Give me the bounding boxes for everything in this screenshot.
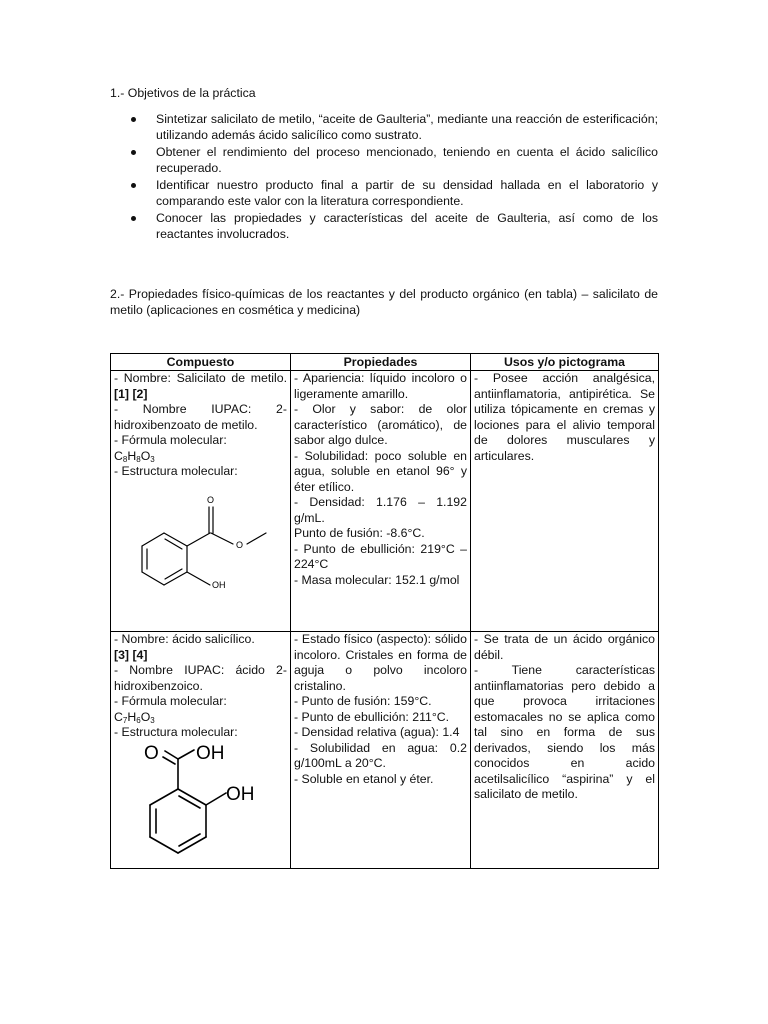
column-header-compuesto: Compuesto: [111, 354, 291, 371]
property-item: - Masa molecular: 152.1 g/mol: [294, 572, 460, 587]
compound-name: - Nombre: Salicilato de metilo. [1] [2]: [114, 371, 287, 401]
column-header-propiedades: Propiedades: [291, 354, 471, 371]
property-item: - Punto de fusión: 159°C.: [294, 694, 432, 708]
properties-table: [110, 353, 659, 869]
carboxyl-oxygen-label: O: [144, 742, 159, 764]
salicylic-acid-structure: [114, 743, 284, 861]
compound-name: - Nombre: ácido salicílico.: [114, 632, 255, 646]
structure-label: - Estructura molecular:: [114, 464, 238, 478]
objective-item: [110, 111, 658, 143]
column-header-usos: Usos y/o pictograma: [471, 354, 659, 371]
section-2-title: 2.- Propiedades físico-químicas de los reactantes y del producto orgánico (en tabla) – salicilato de metilo (aplicaciones en cosmética y medicina): [110, 287, 658, 317]
iupac-name: - Nombre IUPAC: ácido 2-hidroxibenzoico.: [114, 663, 287, 693]
bullet-icon: [131, 117, 136, 122]
objectives-list: [110, 111, 658, 243]
property-item: - Apariencia: líquido incoloro o ligeramente amarillo.: [294, 371, 467, 401]
property-item: - Soluble en etanol y éter.: [294, 771, 434, 786]
property-item: - Olor y sabor: de olor característico (aromático), de sabor algo dulce.: [294, 402, 467, 447]
objective-text: Sintetizar salicilato de metilo, “aceite de Gaulteria”, mediante una reacción de esterificación; utilizando además ácido salicílico como sustrato.: [156, 112, 658, 142]
hydroxyl-label: OH: [226, 783, 255, 805]
objective-item: [110, 144, 658, 176]
molecular-formula: $C_8H_8O_3$: [114, 448, 155, 464]
objective-text: Obtener el rendimiento del proceso mencionado, teniendo en cuenta el ácido salicílico recuperado.: [156, 145, 658, 175]
property-item: - Estado físico (aspecto): sólido incoloro. Cristales en forma de aguja o polvo incoloro cristalino.: [294, 632, 467, 693]
bullet-icon: [131, 183, 136, 188]
methyl-salicylate-structure: [114, 486, 284, 590]
objective-item: [110, 210, 658, 242]
uses-cell: - Posee acción analgésica, antiinflamatoria, antipirética. Se utiliza tópicamente en cremas y lociones para el alivio temporal de dolores musculares y articulares.: [471, 371, 659, 632]
bullet-icon: [131, 216, 136, 221]
carbonyl-oxygen-label: O: [207, 494, 215, 505]
bullet-icon: [131, 150, 136, 155]
objective-item: [110, 177, 658, 209]
section-1-title: 1.- Objetivos de la práctica: [110, 86, 256, 100]
formula-label: - Fórmula molecular:: [114, 694, 227, 708]
ester-oxygen-label: O: [236, 539, 244, 550]
property-item: - Solubilidad en agua: 0.2 g/100mL a 20°C.: [294, 740, 467, 770]
compound-cell: [111, 632, 291, 869]
carboxyl-oh-label: OH: [196, 742, 225, 764]
molecular-formula: $C_7H_6O_3$: [114, 709, 155, 725]
table-header-row: [111, 354, 659, 371]
property-item: - Punto de ebullición: 211°C.: [294, 709, 450, 724]
property-item: Punto de fusión: -8.6°C.: [294, 526, 425, 540]
property-item: - Densidad: 1.176 – 1.192 g/mL.: [294, 495, 467, 525]
objective-text: Identificar nuestro producto final a partir de su densidad hallada en el laboratorio y comparando este valor con la literatura correspondiente.: [156, 178, 658, 208]
property-item: - Solubilidad: poco soluble en agua, soluble en etanol 96° y éter etílico.: [294, 448, 467, 494]
table-row-salicilato-de-metilo: [111, 371, 659, 632]
objective-text: Conocer las propiedades y características del aceite de Gaulteria, así como de los reactantes involucrados.: [156, 211, 658, 241]
property-item: - Punto de ebullición: 219°C – 224°C: [294, 541, 467, 571]
references: [1] [2]: [114, 386, 148, 401]
uses-cell: - Se trata de un ácido orgánico débil. - Tiene características antiinflamatorias pero debido a que provoca irritaciones estomacales no se aplica como tal sino en forma de sus derivados, siendo los más conocidos en acido acetilsalicílico “aspirina” y el salicilato de metilo.: [471, 632, 659, 869]
iupac-name: - Nombre IUPAC: 2-hidroxibenzoato de metilo.: [114, 402, 287, 432]
references: [3] [4]: [114, 647, 148, 662]
table-row-acido-salicilico: [111, 632, 659, 869]
hydroxyl-label: OH: [212, 579, 226, 590]
properties-cell: [291, 371, 471, 632]
property-item: - Densidad relativa (agua): 1.4: [294, 725, 460, 739]
compound-cell: [111, 371, 291, 632]
formula-label: - Fórmula molecular:: [114, 433, 227, 447]
properties-cell: [291, 632, 471, 869]
structure-label: - Estructura molecular:: [114, 725, 238, 739]
